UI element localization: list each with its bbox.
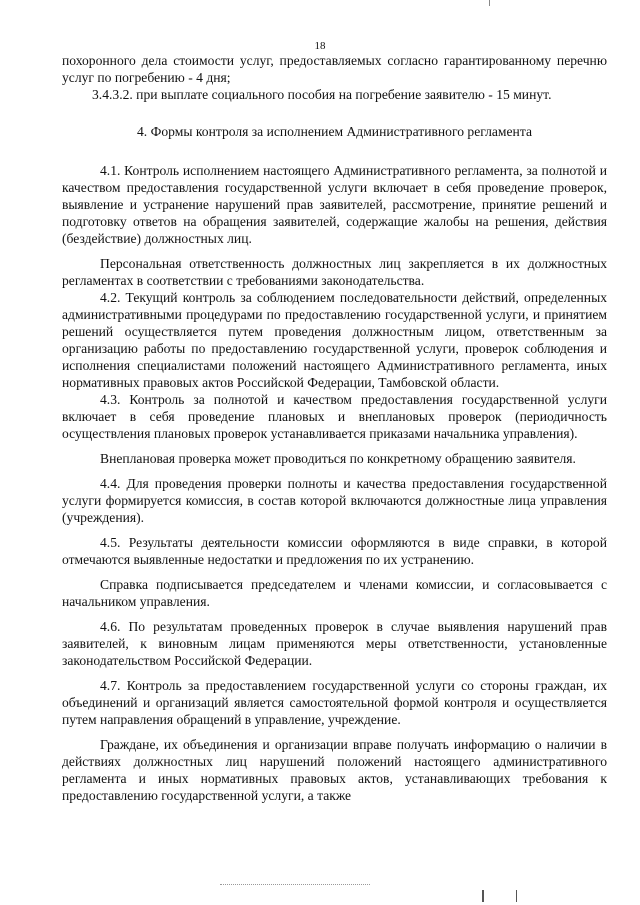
- page-number: 18: [314, 40, 326, 52]
- paragraph-3-4-3-2: 3.4.3.2. при выплате социального пособия на погребение заявителю - 15 минут.: [92, 87, 552, 102]
- scan-artifact-bottom-line: [220, 884, 370, 886]
- paragraph-4-3: 4.3. Контроль за полнотой и качеством предоставления государственной услуги включает в себя проведение плановых и внеплановых проверок (периодичность осуществления плановых проверок устанавливается приказами начальника управления).: [62, 392, 607, 441]
- paragraph-unplanned-check: Внеплановая проверка может проводиться по конкретному обращению заявителя.: [100, 451, 576, 466]
- paragraph-4-1: 4.1. Контроль исполнением настоящего Административного регламента, за полнотой и качеством предоставления государственной услуги включает в себя проведение проверок, выявление и устранение нарушений прав заявителей, рассмотрение, принятие решений и подготовку ответов на обращения заявителей, содержащие жалобы на решения, действия (бездействие) должностных лиц.: [62, 163, 607, 246]
- document-body: [62, 52, 607, 804]
- paragraph-continuation: похоронного дела стоимости услуг, предоставляемых согласно гарантированному перечню услуг по погребению - 4 дня;: [62, 53, 607, 85]
- paragraph-citizens-info: Граждане, их объединения и организации вправе получать информацию о наличии в действиях должностных лиц нарушений положений настоящего административного регламента и иных нормативных правовых актов, устанавливающих требования к предоставлению государственной услуги, а также: [62, 737, 607, 803]
- scan-artifact-tick: [482, 890, 484, 902]
- paragraph-4-5: 4.5. Результаты деятельности комиссии оформляются в виде справки, в которой отмечаются выявленные недостатки и предложения по их устранению.: [62, 535, 607, 567]
- paragraph-4-4: 4.4. Для проведения проверки полноты и качества предоставления государственной услуги формируется комиссия, в состав которой включаются должностные лица управления (учреждения).: [62, 476, 607, 525]
- paragraph-personal-responsibility: Персональная ответственность должностных лиц закрепляется в их должностных регламентах в соответствии с требованиями законодательства.: [62, 256, 607, 288]
- section-title: 4. Формы контроля за исполнением Административного регламента: [137, 124, 532, 139]
- scan-artifact-top: [489, 0, 490, 6]
- scan-artifact-tick: [516, 890, 517, 902]
- paragraph-4-6: 4.6. По результатам проведенных проверок в случае выявления нарушений прав заявителей, к виновным лицам применяются меры ответственности, установленные законодательством Российской Федерации.: [62, 619, 607, 668]
- paragraph-4-2: 4.2. Текущий контроль за соблюдением последовательности действий, определенных административными процедурами по предоставлению государственной услуги, и принятием решений осуществляется путем проведения должностным лицом, ответственным за организацию работы по предоставлению государственной услуги, проверок соблюдения и исполнения специалистами положений настоящего Административного регламента, иных нормативных правовых актов Российской Федерации, Тамбовской области.: [62, 290, 607, 390]
- paragraph-certificate: Справка подписывается председателем и членами комиссии, и согласовывается с начальником управления.: [62, 577, 607, 609]
- paragraph-4-7: 4.7. Контроль за предоставлением государственной услуги со стороны граждан, их объединений и организаций является самостоятельной формой контроля и осуществляется путем направления обращений в управление, учреждение.: [62, 678, 607, 727]
